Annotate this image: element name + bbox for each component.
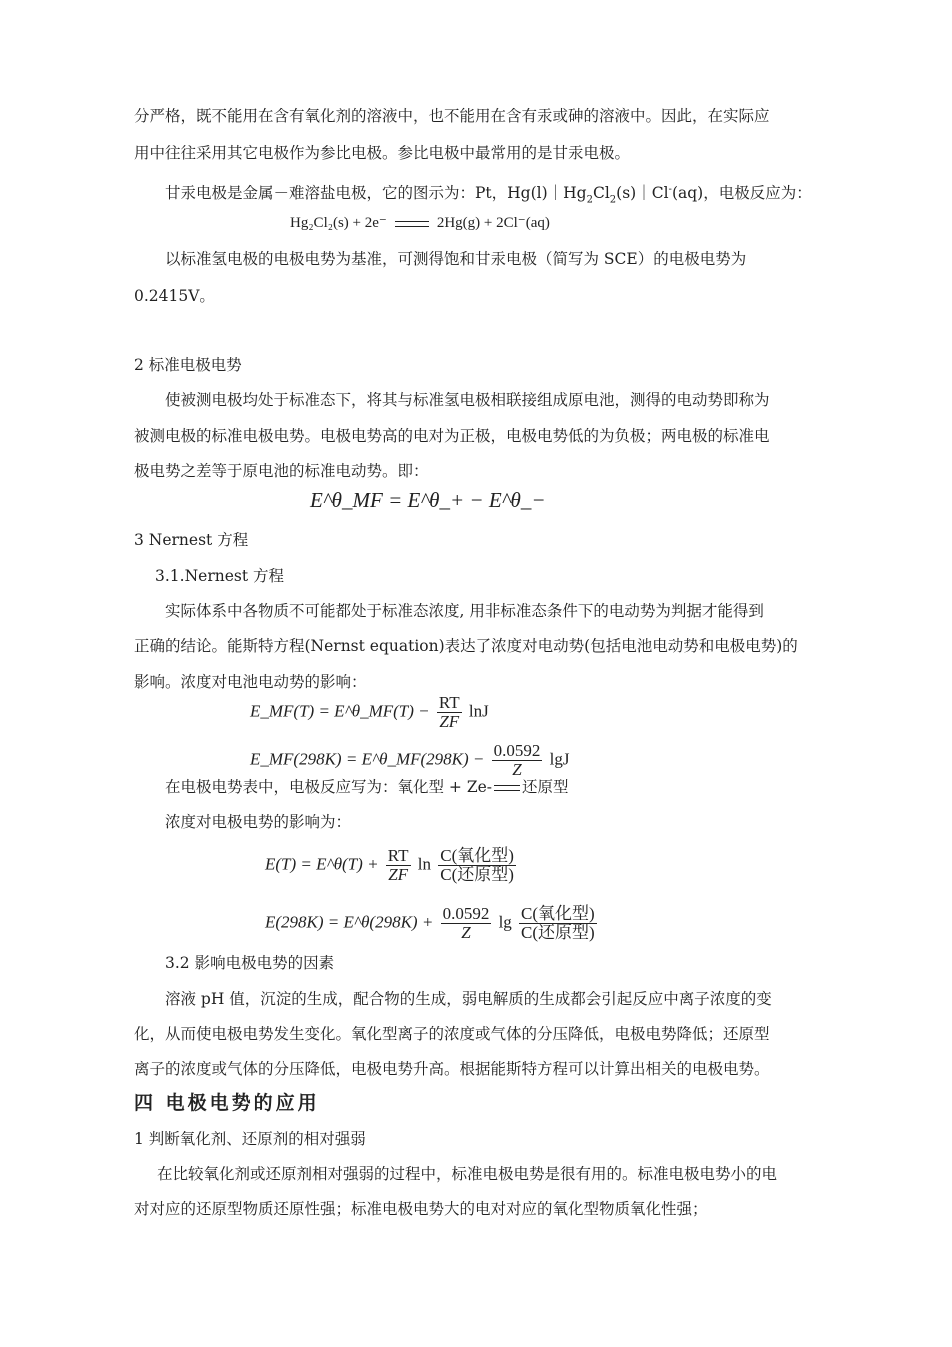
- text-line: 浓度对电极电势的影响为：: [165, 813, 352, 831]
- section-heading: 3 Nernest 方程: [134, 531, 249, 549]
- nernst-equation-cell: E_MF(T) = E^θ_MF(T) − $\frac{RT}{ZF}$ lnJ: [250, 693, 489, 731]
- equilibrium-arrow-icon: [395, 218, 429, 230]
- subsection-heading: 3.1.Nernest 方程: [155, 567, 284, 585]
- text-line: 离子的浓度或气体的分压降低，电极电势升高。根据能斯特方程可以计算出相关的电极电势。: [134, 1060, 770, 1078]
- text-line: 分严格，既不能用在含有氧化剂的溶液中，也不能用在含有汞或砷的溶液中。因此，在实际应: [134, 107, 770, 125]
- text-line: 以标准氢电极的电极电势为基准，可测得饱和甘汞电极（简写为 SCE）的电极电势为: [165, 250, 747, 268]
- text-line: 极电势之差等于原电池的标准电动势。即：: [134, 462, 429, 480]
- text-line: 0.2415V。: [134, 287, 215, 305]
- text-line: 对对应的还原型物质还原性强；标准电极电势大的电对对应的氧化型物质氧化性强；: [134, 1200, 708, 1218]
- text-line: 使被测电极均处于标准态下，将其与标准氢电极相联接组成原电池，测得的电动势即称为: [165, 391, 770, 409]
- nernst-equation-electrode: E(T) = E^θ(T) + $\frac{RT}{ZF}$ ln $\frac{\text{C(氧化型)}}{\text{C(还原型)}}$: [265, 846, 514, 884]
- text-line: 甘汞电极是金属－难溶盐电极，它的图示为：Pt，$Hg(l)|Hg_2Cl_2(s)|Cl^-(aq)$，电极反应为：: [165, 184, 812, 206]
- section-heading: 2 标准电极电势: [134, 356, 242, 374]
- electrode-reaction: Hg₂Cl₂(s) + 2e⁻ 2Hg(g) + 2Cl⁻(aq): [290, 215, 550, 231]
- text-line: 被测电极的标准电极电势。电极电势高的电对为正极，电极电势低的为负极；两电极的标准电: [134, 427, 770, 445]
- text-line: 用中往往采用其它电极作为参比电极。参比电极中最常用的是甘汞电极。: [134, 144, 631, 162]
- text-line: 在比较氧化剂或还原剂相对强弱的过程中，标准电极电势是很有用的。标准电极电势小的电: [157, 1165, 778, 1183]
- chapter-heading: 四 电极电势的应用: [134, 1092, 320, 1114]
- text-line: 化，从而使电极电势发生变化。氧化型离子的浓度或气体的分压降低，电极电势降低；还原型: [134, 1025, 770, 1043]
- nernst-equation-298k: E_MF(298K) = E^θ_MF(298K) − $\frac{0.0592}{Z}$ lgJ: [250, 741, 570, 779]
- text-line: 溶液 pH 值，沉淀的生成，配合物的生成，弱电解质的生成都会引起反应中离子浓度的变: [165, 990, 772, 1008]
- section-heading: 1 判断氧化剂、还原剂的相对强弱: [134, 1130, 366, 1148]
- nernst-equation-electrode-298k: E(298K) = E^θ(298K) + $\frac{0.0592}{Z}$ lg $\frac{\text{C(氧化型)}}{\text{C(还原型)}}$: [265, 904, 595, 942]
- text-line: 正确的结论。能斯特方程(Nernst equation)表达了浓度对电动势(包括电池电动势和电极电势)的: [134, 637, 798, 655]
- equilibrium-arrow-icon: [494, 782, 520, 794]
- text-line: 实际体系中各物质不可能都处于标准态浓度, 用非标准态条件下的电动势为判据才能得到: [165, 602, 764, 620]
- subsection-heading: 3.2 影响电极电势的因素: [165, 954, 335, 972]
- standard-emf-equation: E^θ_MF = E^θ_+ − E^θ_−: [310, 488, 546, 512]
- text-line: 在电极电势表中，电极反应写为：氧化型 + Ze- 还原型: [165, 778, 569, 796]
- text-line: 影响。浓度对电池电动势的影响：: [134, 673, 367, 691]
